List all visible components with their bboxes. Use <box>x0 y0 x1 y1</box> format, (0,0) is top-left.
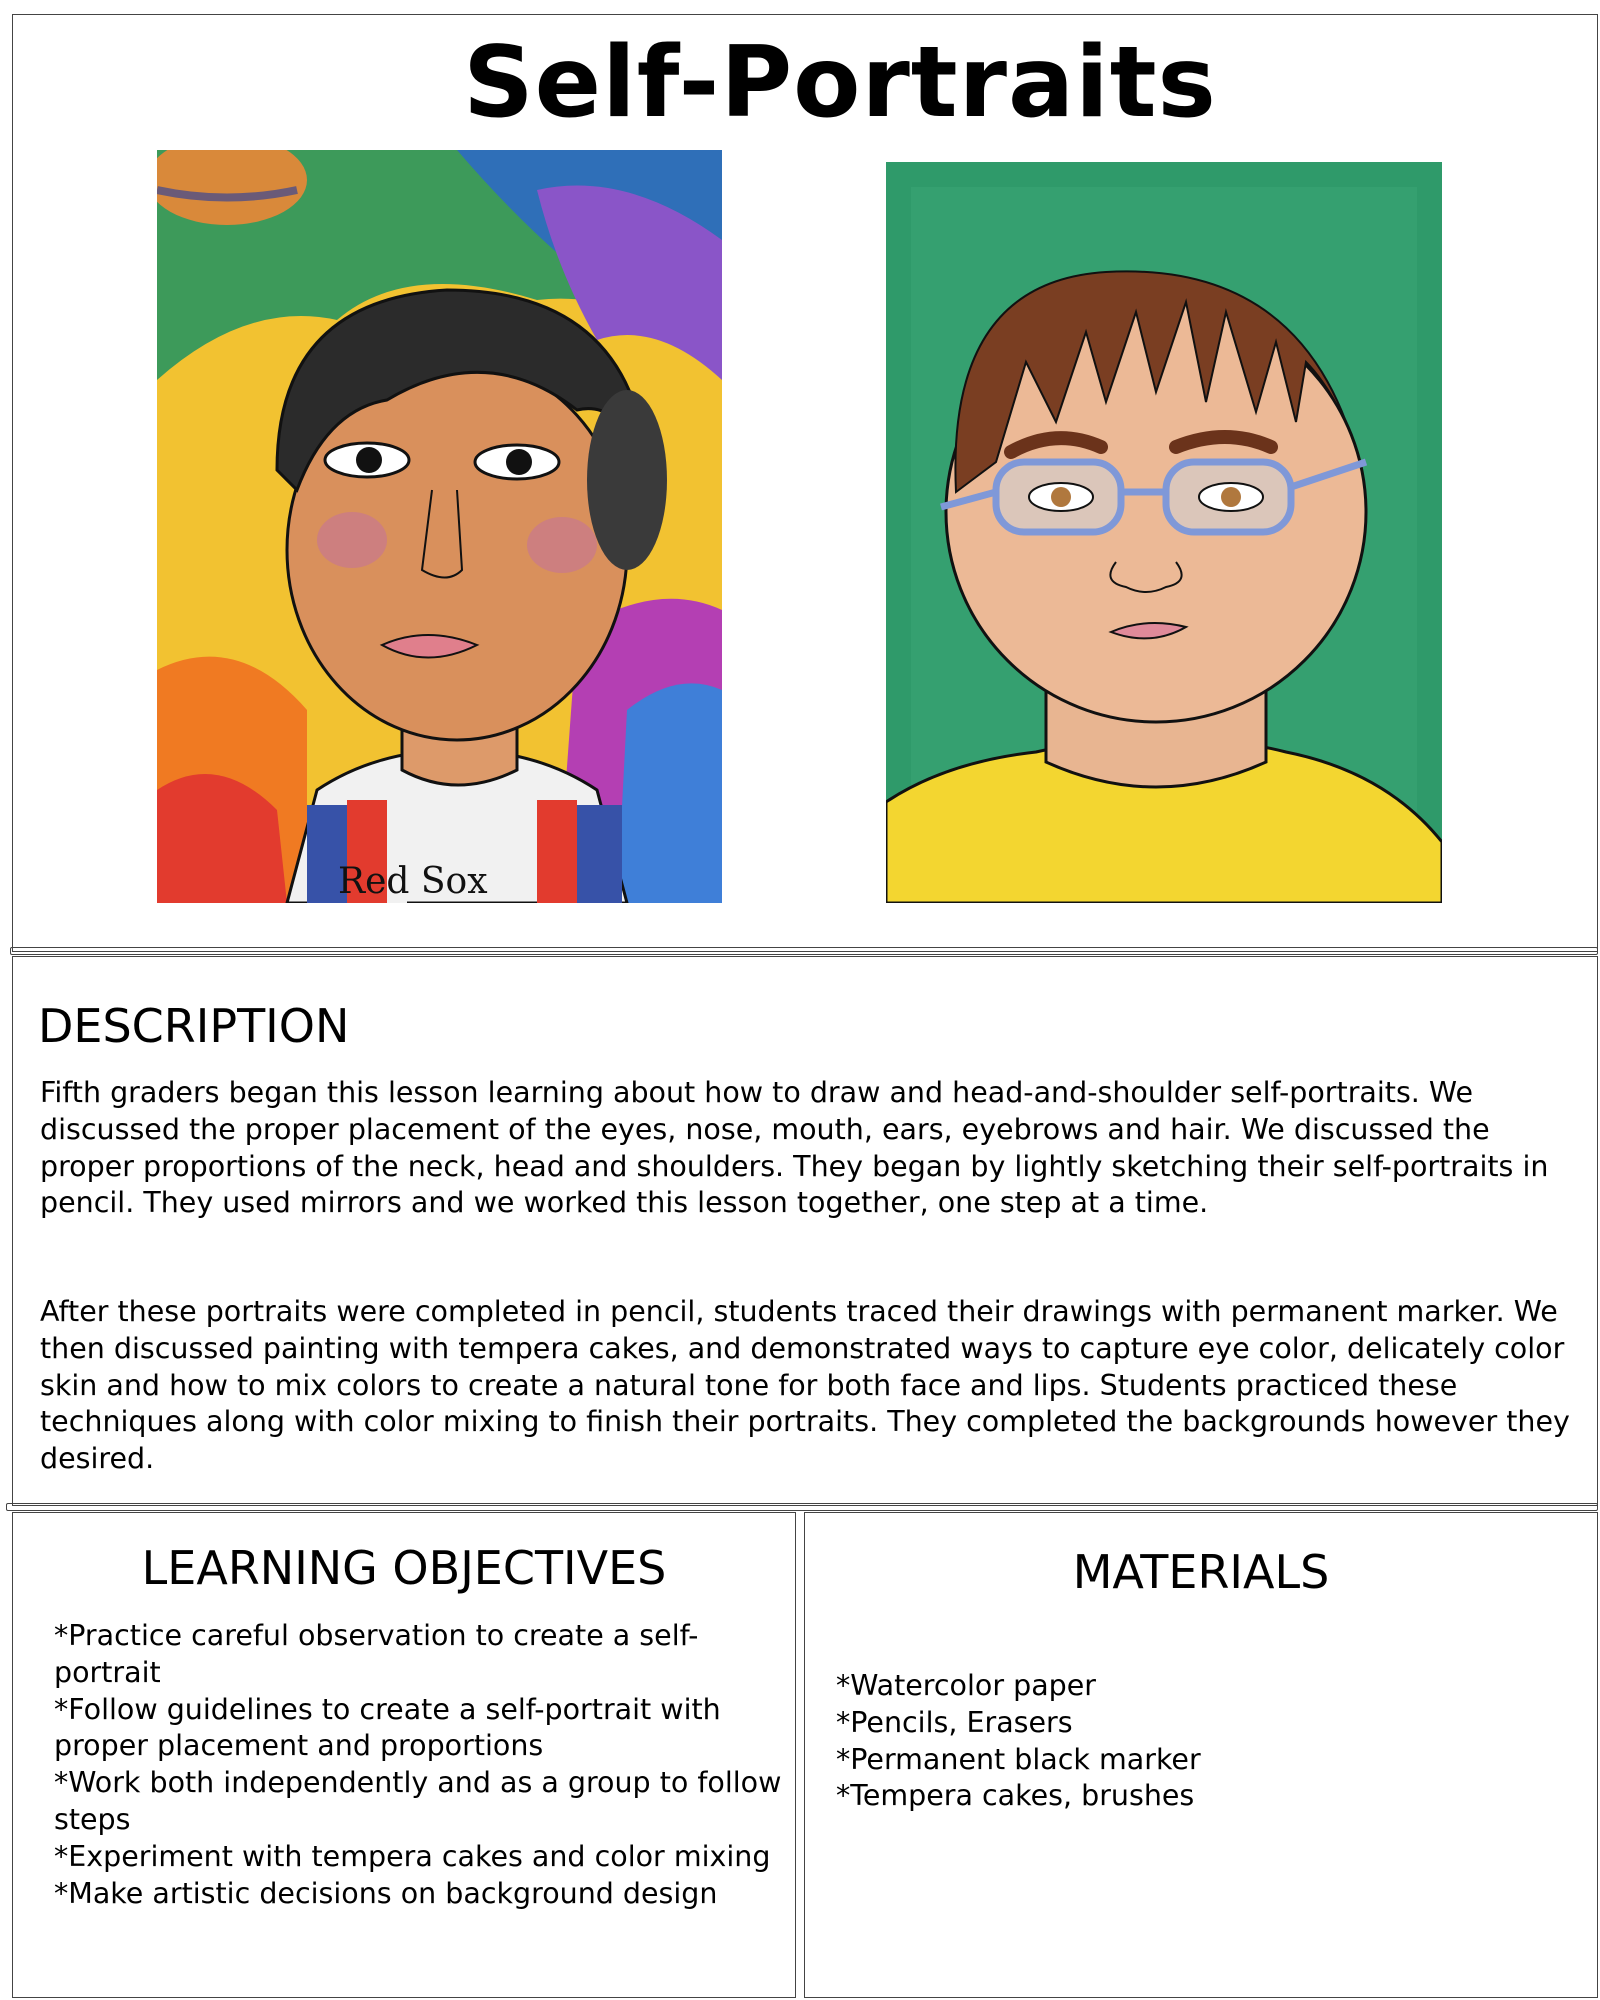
objective-item: *Work both independently and as a group to follow steps <box>54 1766 782 1836</box>
description-paragraph: Fifth graders began this lesson learning about how to draw and head-and-shoulder self-portraits. We discussed the proper placement of the eyes, nose, mouth, ears, eyebrows and hair. We discussed the proper proportions of the neck, head and shoulders. They began by lightly sketching their self-portraits in pencil. They used mirrors and we worked this lesson together, one step at a time. <box>40 1076 1549 1220</box>
description-paragraph: After these portraits were completed in pencil, students traced their drawings with permanent marker. We then discussed painting with tempera cakes, and demonstrated ways to capture eye color, delicately color skin and how to mix colors to create a natural tone for both face and lips. Students practiced these techniques along with color mixing to finish their portraits. They completed the backgrounds however they desired. <box>40 1295 1570 1476</box>
material-item: *Pencils, Erasers <box>836 1705 1073 1739</box>
portrait-glasses <box>886 162 1442 903</box>
material-item: *Watercolor paper <box>836 1669 1097 1702</box>
objectives-list <box>54 1618 784 1912</box>
shirt-text: Red Sox <box>338 861 488 902</box>
objective-item: *Experiment with tempera cakes and color mixing <box>54 1839 771 1873</box>
page-title: Self-Portraits <box>463 26 1217 140</box>
material-item: *Permanent black marker <box>836 1742 1201 1776</box>
materials-list <box>836 1668 1576 1815</box>
section-divider <box>6 1503 1598 1511</box>
objective-item: *Follow guidelines to create a self-portrait with proper placement and proportions <box>54 1692 721 1763</box>
materials-heading: MATERIALS <box>1072 1545 1330 1599</box>
objective-item: *Make artistic decisions on background design <box>54 1876 718 1910</box>
material-item: *Tempera cakes, brushes <box>836 1779 1195 1813</box>
objectives-heading: LEARNING OBJECTIVES <box>141 1541 667 1595</box>
section-divider <box>10 947 1598 955</box>
description-heading: DESCRIPTION <box>38 999 350 1053</box>
portrait-red-sox <box>157 150 722 903</box>
objective-item: *Practice careful observation to create a self-portrait <box>54 1619 699 1689</box>
